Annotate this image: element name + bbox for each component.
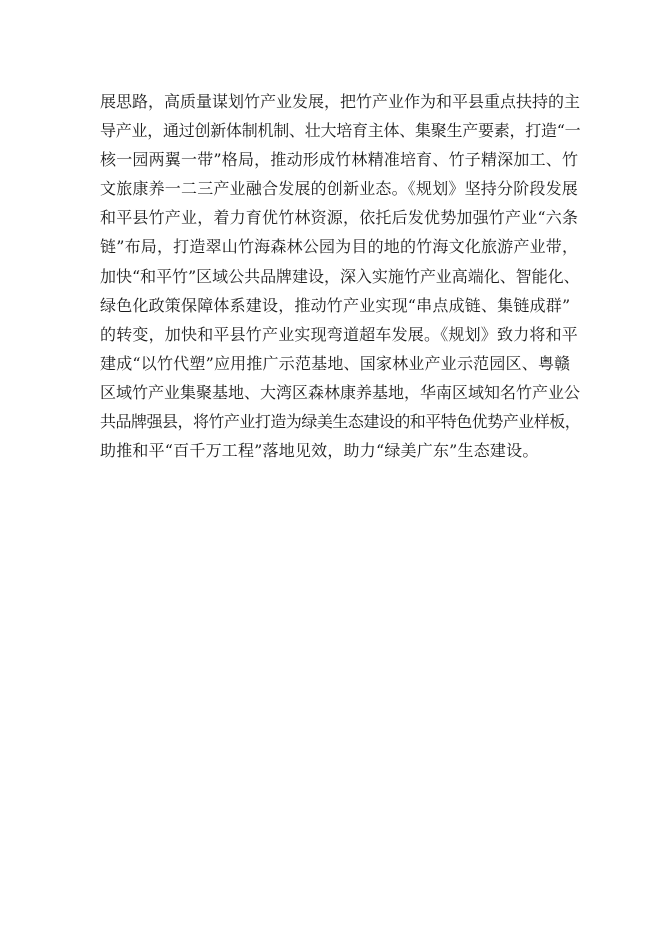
text-line: 核一园两翼一带”格局，推动形成竹林精准培育、竹子精深加工、竹	[100, 150, 579, 170]
text-line: 链”布局，打造翠山竹海森林公园为目的地的竹海文化旅游产业带，	[100, 237, 579, 257]
text-line: 的转变，加快和平县竹产业实现弯道超车发展。《规划》致力将和平	[100, 324, 579, 344]
text-line: 助推和平“百千万工程”落地见效，助力“绿美广东”生态建设。	[100, 441, 539, 461]
text-line: 建成“以竹代塑”应用推广示范基地、国家林业产业示范园区、粤赣	[100, 353, 571, 373]
text-line: 展思路，高质量谋划竹产业发展，把竹产业作为和平县重点扶持的主	[100, 92, 581, 111]
text-line: 绿色化政策保障体系建设，推动竹产业实现“串点成链、集链成群”	[100, 295, 571, 315]
text-line: 加快“和平竹”区域公共品牌建设，深入实施竹产业高端化、智能化、	[100, 266, 580, 286]
text-line: 共品牌强县，将竹产业打造为绿美生态建设的和平特色优势产业样板，	[100, 412, 581, 432]
text-line: 区域竹产业集聚基地、大湾区森林康养基地，华南区域知名竹产业公	[100, 382, 581, 402]
body-paragraph	[100, 87, 580, 465]
text-line: 文旅康养一二三产业融合发展的创新业态。《规划》坚持分阶段发展	[100, 179, 579, 199]
text-line: 导产业，通过创新体制机制、壮大培育主体、集聚生产要素，打造“一	[100, 121, 581, 141]
text-line: 和平县竹产业，着力育优竹林资源，依托后发优势加强竹产业“六条	[100, 208, 579, 228]
